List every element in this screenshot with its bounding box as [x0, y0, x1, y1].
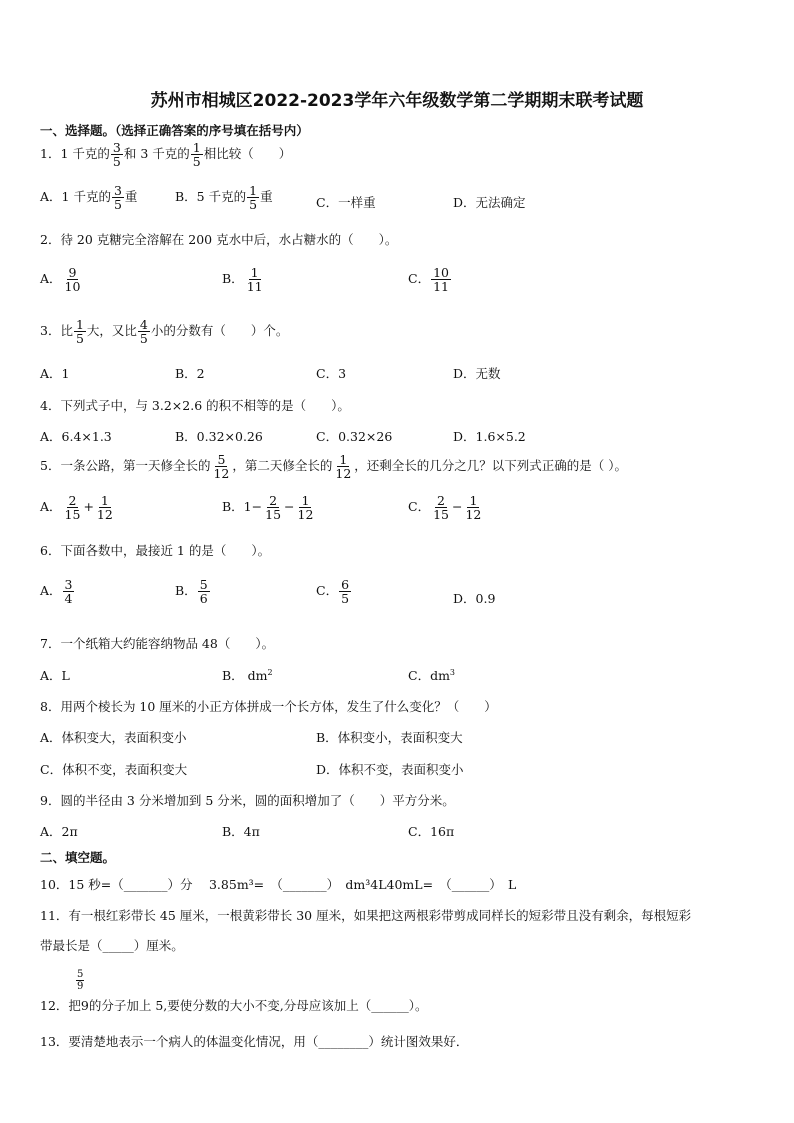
q1-fraction-2: $\frac{1}{5}$ — [192, 140, 201, 170]
q12-fraction: $\frac{5}{9}$ — [77, 969, 84, 992]
q8-option-b: B．体积变小，表面积变大 — [316, 730, 463, 745]
question-10: 10．15 秒=（_______）分 3.85m³= （_______） dm³4L40mL= （______） L — [40, 877, 517, 892]
question-3: 3．比 $\frac{1}{5}$ 大，又比 $\frac{4}{5}$ 小的分数有（ ）个。 — [40, 317, 289, 347]
q2-option-b: B． $\frac{1}{11}$ — [222, 265, 263, 295]
q2-option-c: C． $\frac{10}{11}$ — [408, 265, 449, 295]
q9-option-b: B．4π — [222, 824, 260, 839]
question-9: 9．圆的半径由 3 分米增加到 5 分米，圆的面积增加了（ ）平方分米。 — [40, 793, 455, 808]
q1-option-a: A．1 千克的 $\frac{3}{5}$ 重 — [40, 183, 138, 213]
q5-option-a: A． $\frac{2}{15}$ + $\frac{1}{12}$ — [40, 493, 113, 523]
q1-text-mid: 和 3 千克的 — [123, 146, 190, 162]
question-5: 5．一条公路，第一天修全长的 $\frac{5}{12}$ ，第二天修全长的 $\frac{1}{12}$ ，还剩全长的几分之几？以下列式正确的是（ ）。 — [40, 452, 628, 482]
q6-option-a: A． $\frac{3}{4}$ — [40, 577, 73, 607]
q1-option-d: D．无法确定 — [453, 195, 526, 210]
q1-option-b: B．5 千克的 $\frac{1}{5}$ 重 — [175, 183, 273, 213]
question-6: 6．下面各数中，最接近 1 的是（ ）。 — [40, 543, 271, 558]
section-fill-heading: 二、填空题。 — [40, 850, 116, 865]
question-2: 2．待 20 克糖完全溶解在 200 克水中后，水占糖水的（ ）。 — [40, 232, 398, 247]
q8-option-a: A．体积变大，表面积变小 — [40, 730, 187, 745]
question-11-line-2: 带最长是（_____）厘米。 — [40, 938, 184, 953]
q2-option-a: A． $\frac{9}{10}$ — [40, 265, 81, 295]
q3-option-d: D．无数 — [453, 366, 501, 381]
q1-fraction-1: $\frac{3}{5}$ — [112, 140, 121, 170]
q1-text-post: 相比较（ ） — [203, 146, 292, 162]
q7-option-a: A．L — [40, 668, 70, 683]
question-13: 13．要清楚地表示一个病人的体温变化情况，用（________）统计图效果好． — [40, 1034, 469, 1049]
question-1 — [40, 141, 291, 168]
question-7: 7．一个纸箱大约能容纳物品 48（ ）。 — [40, 636, 275, 651]
section-choice-heading: 一、选择题。（选择正确答案的序号填在括号内） — [40, 123, 309, 138]
q5-option-c: C． $\frac{2}{15}$ − $\frac{1}{12}$ — [408, 493, 482, 523]
q4-option-a: A．6.4×1.3 — [40, 429, 112, 444]
q4-option-d: D．1.6×5.2 — [453, 429, 526, 444]
q8-option-c: C．体积不变，表面积变大 — [40, 762, 188, 777]
q5-option-b: B．1− $\frac{2}{15}$ − $\frac{1}{12}$ — [222, 493, 314, 523]
question-8: 8．用两个棱长为 10 厘米的小正方体拼成一个长方体，发生了什么变化？（ ） — [40, 699, 497, 714]
q6-option-c: C． $\frac{6}{5}$ — [316, 577, 350, 607]
q9-option-a: A．2π — [40, 824, 78, 839]
question-4: 4．下列式子中，与 3.2×2.6 的积不相等的是（ ）。 — [40, 398, 350, 413]
q6-option-b: B． $\frac{5}{6}$ — [175, 577, 208, 607]
q3-option-a: A．1 — [40, 366, 70, 381]
q8-option-d: D．体积不变，表面积变小 — [316, 762, 464, 777]
q6-option-d: D．0.9 — [453, 591, 496, 606]
page-title: 苏州市相城区2022-2023学年六年级数学第二学期期末联考试题 — [150, 91, 644, 111]
q4-option-c: C．0.32×26 — [316, 429, 393, 444]
q7-option-b: B． $dm^2$ — [222, 667, 273, 683]
q4-option-b: B．0.32×0.26 — [175, 429, 263, 444]
q3-option-c: C．3 — [316, 366, 347, 381]
q9-option-c: C．16π — [408, 824, 455, 839]
question-12: 12．把9的分子加上 5,要使分数的大小不变,分母应该加上（______）。 — [40, 998, 428, 1013]
question-11-line-1: 11．有一根红彩带长 45 厘米，一根黄彩带长 30 厘米，如果把这两根彩带剪成同样长的短彩带且没有剩余，每根短彩 — [40, 908, 692, 923]
q7-option-c: C．$dm^3$ — [408, 667, 456, 683]
q1-option-c: C．一样重 — [316, 195, 376, 210]
q3-option-b: B．2 — [175, 366, 205, 381]
q1-text-pre: 1．1 千克的 — [40, 146, 110, 162]
